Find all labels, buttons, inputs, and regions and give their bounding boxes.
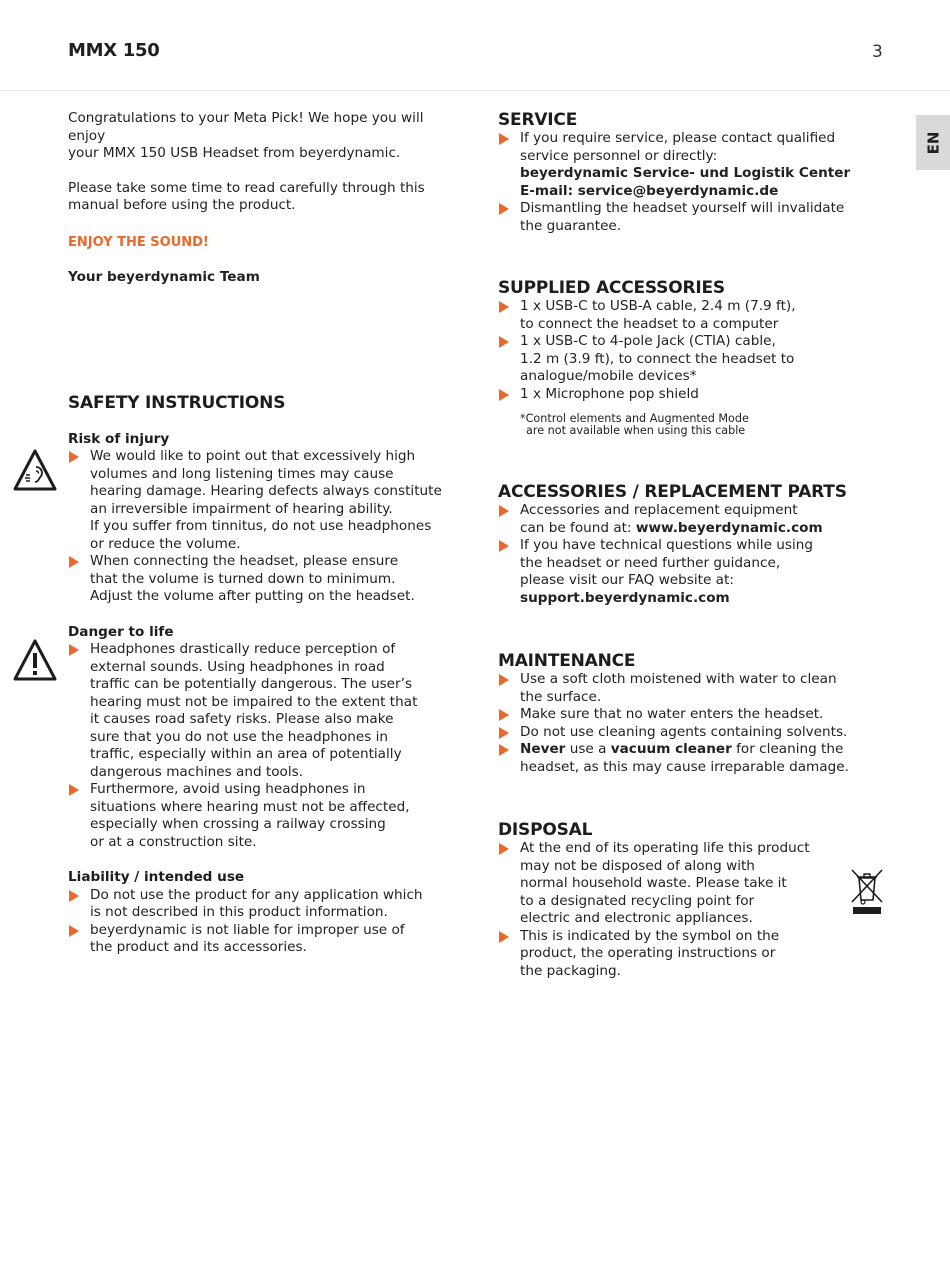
danger-to-life-list [68, 641, 458, 851]
text-line: traffic, especially within an area of potentially [90, 746, 402, 762]
intro-paragraph-1 [68, 110, 458, 163]
text-line: it causes road safety risks. Please also make [90, 711, 394, 727]
service-center-name: beyerdynamic Service- und Logistik Center [520, 165, 851, 181]
list-item [68, 781, 458, 851]
text-line: may not be disposed of along with [520, 857, 755, 874]
text-line: service personnel or directly: [520, 147, 718, 164]
disposal-heading: DISPOSAL [498, 820, 593, 840]
danger-to-life-title: Danger to life [68, 623, 174, 640]
text-line: Please take some time to read carefully through this [68, 179, 425, 196]
text-line: At the end of its operating life this product [520, 840, 810, 856]
team-signature: Your beyerdynamic Team [68, 269, 260, 285]
liability-list [68, 887, 458, 957]
list-item [498, 724, 868, 742]
intro-paragraph-2 [68, 180, 458, 215]
text-line: can be found at: www.beyerdynamic.com [520, 519, 823, 536]
text-line: 1 x USB-C to USB-A cable, 2.4 m (7.9 ft), [520, 298, 796, 314]
text-line: *Control elements and Augmented Mode [520, 412, 749, 425]
text-line: Accessories and replacement equipment [520, 502, 798, 518]
left-column [68, 110, 458, 957]
text-line: the guarantee. [520, 217, 622, 234]
language-tab [916, 115, 950, 170]
list-item [498, 928, 868, 981]
text-line: If you suffer from tinnitus, do not use headphones [90, 518, 432, 534]
text-line: that the volume is turned down to minimum. [90, 570, 396, 587]
text-line: analogue/mobile devices* [520, 368, 697, 384]
text-line: an irreversible impairment of hearing ability. [90, 500, 393, 517]
text-line: traffic can be potentially dangerous. The user’s [90, 676, 413, 692]
text-line: beyerdynamic is not liable for improper use of [90, 921, 405, 938]
text-line: hearing must not be impaired to the extent that [90, 693, 418, 710]
text-line: or reduce the volume. [90, 535, 241, 552]
safety-heading: SAFETY INSTRUCTIONS [68, 392, 286, 413]
faq-link[interactable]: support.beyerdynamic.com [520, 589, 730, 606]
list-item [68, 887, 458, 922]
list-item [498, 671, 868, 706]
text-line: is not described in this product information. [90, 904, 388, 920]
text-line: to a designated recycling point for [520, 892, 755, 909]
text-line: Use a soft cloth moistened with water to clean [520, 671, 837, 687]
page-header [0, 0, 950, 91]
text-line: product, the operating instructions or [520, 945, 776, 961]
list-item [498, 840, 868, 928]
list-item [68, 448, 458, 553]
text-line: dangerous machines and tools. [90, 763, 304, 780]
text-line: or at a construction site. [90, 833, 257, 850]
text-line: your MMX 150 USB Headset from beyerdynamic. [68, 145, 401, 161]
text-line: Do not use the product for any application which [90, 886, 423, 903]
list-item [498, 333, 868, 386]
exclamation-warning-icon [12, 638, 58, 682]
text-line: the packaging. [520, 962, 621, 979]
text-line: volumes and long listening times may cause [90, 465, 394, 482]
text-line: Never use a vacuum cleaner for cleaning the [520, 741, 844, 757]
service-heading: SERVICE [498, 110, 578, 130]
text-line: are not available when using this cable [526, 424, 746, 437]
text-line: Furthermore, avoid using headphones in [90, 781, 366, 797]
list-item [498, 502, 868, 537]
text-line: the headset or need further guidance, [520, 554, 781, 571]
list-item [68, 553, 458, 606]
list-item [498, 537, 868, 607]
text-line: the product and its accessories. [90, 939, 307, 955]
hearing-damage-warning-icon [12, 448, 58, 492]
text-line: the surface. [520, 688, 602, 705]
text-line: Make sure that no water enters the headset. [520, 706, 824, 722]
text-line: When connecting the headset, please ensure [90, 553, 399, 569]
text-line: If you have technical questions while using [520, 537, 813, 553]
list-item [498, 741, 868, 776]
text-line: 1 x Microphone pop shield [520, 385, 699, 402]
text-line: sure that you do not use the headphones in [90, 728, 389, 745]
text-line: Headphones drastically reduce perception of [90, 641, 396, 657]
supplied-accessories-heading: SUPPLIED ACCESSORIES [498, 278, 725, 298]
text-line: manual before using the product. [68, 197, 296, 213]
text-line: If you require service, please contact qualified [520, 130, 836, 146]
website-link[interactable]: www.beyerdynamic.com [635, 519, 823, 536]
supplied-accessories-list [498, 298, 868, 403]
right-column [498, 110, 868, 980]
text-line: please visit our FAQ website at: [520, 572, 734, 588]
list-item [498, 386, 868, 404]
text-line: 1 x USB-C to 4-pole Jack (CTIA) cable, [520, 333, 776, 349]
text-line: Do not use cleaning agents containing solvents. [520, 723, 848, 740]
text-line: We would like to point out that excessively high [90, 448, 416, 464]
text-line: normal household waste. Please take it [520, 875, 787, 891]
text-line: situations where hearing must not be affected, [90, 798, 410, 815]
disposal-list [498, 840, 868, 980]
maintenance-heading: MAINTENANCE [498, 651, 636, 671]
text-line: This is indicated by the symbol on the [520, 927, 780, 944]
liability-title: Liability / intended use [68, 869, 245, 885]
service-list [498, 130, 868, 235]
slogan: ENJOY THE SOUND! [68, 234, 209, 250]
service-email: E-mail: service@beyerdynamic.de [520, 182, 779, 199]
list-item [68, 922, 458, 957]
text-line: to connect the headset to a computer [520, 315, 779, 332]
text-line: especially when crossing a railway crossing [90, 816, 386, 832]
list-item [498, 200, 868, 235]
list-item [498, 298, 868, 333]
replacement-parts-heading: ACCESSORIES / REPLACEMENT PARTS [498, 482, 847, 502]
text-line: electric and electronic appliances. [520, 910, 753, 926]
text-line: external sounds. Using headphones in road [90, 658, 385, 675]
text-line: Dismantling the headset yourself will invalidate [520, 200, 845, 216]
text-line: Congratulations to your Meta Pick! We hope you will enjoy [68, 110, 424, 144]
text-line: hearing damage. Hearing defects always constitute [90, 483, 442, 499]
list-item [498, 706, 868, 724]
document-title: MMX 150 [68, 40, 160, 61]
text-line: Adjust the volume after putting on the headset. [90, 588, 415, 604]
list-item [498, 130, 868, 200]
cable-footnote [498, 413, 868, 437]
risk-of-injury-title: Risk of injury [68, 430, 170, 447]
replacement-parts-list [498, 502, 868, 607]
list-item [68, 641, 458, 781]
text-line: headset, as this may cause irreparable damage. [520, 758, 849, 775]
page-number: 3 [872, 42, 883, 62]
language-tab-label: EN [924, 131, 942, 154]
text-line: 1.2 m (3.9 ft), to connect the headset to [520, 350, 795, 367]
maintenance-list [498, 671, 868, 776]
risk-of-injury-list [68, 448, 458, 606]
